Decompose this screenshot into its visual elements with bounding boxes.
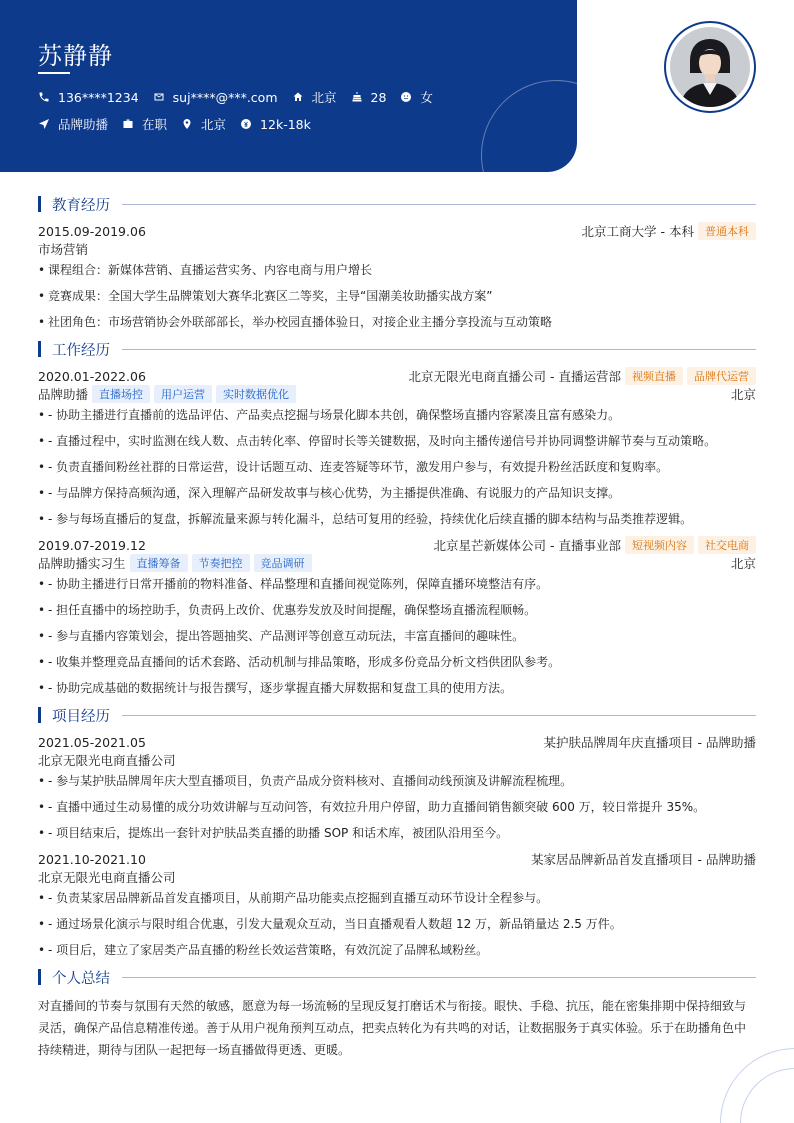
- sub-row-left: [38, 554, 312, 572]
- phone-item: [38, 90, 139, 105]
- project-entry: [38, 850, 756, 959]
- project-name: 某护肤品牌周年庆直播项目 - 品牌助播: [543, 735, 756, 750]
- section-title-text: 项目经历: [52, 708, 110, 725]
- email-icon: [153, 91, 165, 103]
- education-tag: 普通本科: [698, 222, 756, 240]
- section-divider: [122, 204, 756, 205]
- list-item: • - 负责某家居品牌新品首发直播项目，从前期产品功能卖点挖掘到直播互动环节设计全程参与。: [38, 889, 756, 907]
- work-tag: 短视频内容: [625, 536, 694, 554]
- list-item: • 社团角色：市场营销协会外联部部长，举办校园直播体验日，对接企业主播分享投流与互动策略: [38, 313, 756, 331]
- salary-text: 12k-18k: [260, 116, 311, 132]
- entry-head: [38, 536, 756, 554]
- email-text: suj****@***.com: [172, 89, 278, 105]
- section-title-project: [38, 705, 756, 725]
- work-entry: [38, 367, 756, 528]
- project-company: 北京无限光电商直播公司: [38, 753, 176, 768]
- salary-item: [240, 117, 311, 132]
- project-name: 某家居品牌新品首发直播项目 - 品牌助播: [531, 852, 756, 867]
- list-item: • - 负责直播间粉丝社群的日常运营，设计话题互动、连麦答疑等环节，激发用户参与，有效提升粉丝活跃度和复购率。: [38, 458, 756, 476]
- entry-head-right: [409, 367, 756, 385]
- sub-row: [38, 751, 756, 769]
- skill-tag: 竞品调研: [254, 554, 312, 572]
- home-icon: [292, 91, 304, 103]
- briefcase-icon: [122, 118, 134, 130]
- work-title: 品牌助播: [38, 387, 89, 402]
- work-title: 品牌助播实习生: [38, 556, 126, 571]
- list-item: • - 协助完成基础的数据统计与报告撰写，逐步掌握直播大屏数据和复盘工具的使用方法。: [38, 679, 756, 697]
- gender-item: [400, 88, 433, 106]
- entry-head-right: [582, 222, 756, 240]
- education-bullets: [38, 261, 756, 331]
- section-bar: [38, 707, 41, 723]
- section-divider: [122, 349, 756, 350]
- summary-line: 对直播间的节奏与氛围有天然的敏感，愿意为每一场流畅的呈现反复打磨话术与衔接。眼快、手稳、抗压，能在密集排期中保持细致与: [38, 999, 747, 1013]
- target-city-text: 北京: [201, 117, 227, 132]
- section-title-work: [38, 339, 756, 359]
- status-item: [122, 115, 167, 133]
- section-title-summary: [38, 967, 756, 987]
- work-company: 北京无限光电商直播公司 - 直播运营部: [408, 369, 621, 384]
- skill-tag: 用户运营: [154, 385, 212, 403]
- gender-text: 女: [420, 90, 433, 105]
- section-bar: [38, 341, 41, 357]
- avatar-photo: [670, 27, 750, 107]
- list-item: • - 担任直播中的场控助手，负责码上改价、优惠券发放及时间提醒，确保整场直播流程顺畅。: [38, 601, 756, 619]
- name-underline: [38, 72, 70, 74]
- send-icon: [38, 118, 50, 130]
- location-icon: [181, 118, 193, 130]
- avatar: [664, 21, 756, 113]
- hometown-item: [292, 88, 337, 106]
- skill-tag: 直播筹备: [130, 554, 188, 572]
- work-city: 北京: [730, 387, 756, 402]
- sub-row: [38, 868, 756, 886]
- skill-tag: 直播场控: [92, 385, 150, 403]
- section-bar: [38, 196, 41, 212]
- list-item: • - 与品牌方保持高频沟通，深入理解产品研发故事与核心优势，为主播提供准确、有说服力的产品知识支撑。: [38, 484, 756, 502]
- gender-icon: [400, 91, 412, 103]
- list-item: • - 直播中通过生动易懂的成分功效讲解与互动问答，有效拉升用户停留，助力直播间销售额突破 600 万，较日常提升 35%。: [38, 798, 756, 816]
- project-period: 2021.05-2021.05: [38, 734, 146, 750]
- education-school: 北京工商大学 - 本科: [581, 224, 694, 239]
- age-item: [351, 90, 387, 105]
- sub-row-left: [38, 385, 296, 403]
- personal-summary: [38, 995, 756, 1061]
- work-company: 北京星芒新媒体公司 - 直播事业部: [433, 538, 621, 553]
- section-divider: [122, 715, 756, 716]
- status-text: 在职: [142, 117, 168, 132]
- entry-head: [38, 733, 756, 751]
- list-item: • - 直播过程中，实时监测在线人数、点击转化率、停留时长等关键数据，及时向主播传递信号并协同调整讲解节奏与互动策略。: [38, 432, 756, 450]
- target-city-item: [181, 115, 226, 133]
- entry-head: [38, 367, 756, 385]
- resume-content: [38, 194, 756, 1061]
- section-title-text: 教育经历: [52, 197, 110, 214]
- email-item: [153, 90, 278, 105]
- work-period: 2020.01-2022.06: [38, 368, 146, 384]
- work-tag: 社交电商: [698, 536, 756, 554]
- hometown-text: 北京: [311, 90, 337, 105]
- phone-text: 136****1234: [58, 89, 139, 105]
- section-title-text: 个人总结: [52, 970, 110, 987]
- list-item: • - 协助主播进行直播前的选品评估、产品卖点挖掘与场景化脚本共创，确保整场直播内容紧凑且富有感染力。: [38, 406, 756, 424]
- header-banner: [0, 0, 577, 172]
- work-period: 2019.07-2019.12: [38, 537, 146, 553]
- entry-head: [38, 222, 756, 240]
- project-company: 北京无限光电商直播公司: [38, 870, 176, 885]
- list-item: • - 参与某护肤品牌周年庆大型直播项目，负责产品成分资料核对、直播间动线预演及讲解流程梳理。: [38, 772, 756, 790]
- skill-tag: 实时数据优化: [216, 385, 296, 403]
- work-bullets: [38, 406, 756, 528]
- section-title-education: [38, 194, 756, 214]
- contact-row: [38, 88, 447, 106]
- education-entry: [38, 222, 756, 331]
- list-item: • - 参与直播内容策划会，提出答题抽奖、产品测评等创意互动玩法，丰富直播间的趣味性。: [38, 627, 756, 645]
- list-item: • - 收集并整理竞品直播间的话术套路、活动机制与排品策略，形成多份竞品分析文档供团队参考。: [38, 653, 756, 671]
- entry-head-right: [434, 536, 756, 554]
- skill-tag: 节奏把控: [192, 554, 250, 572]
- candidate-name: 苏静静: [38, 42, 113, 70]
- work-entry: [38, 536, 756, 697]
- work-tag: 视频直播: [625, 367, 683, 385]
- work-bullets: [38, 575, 756, 697]
- list-item: • - 参与每场直播后的复盘，拆解流量来源与转化漏斗，总结可复用的经验，持续优化后续直播的脚本结构与品类推荐逻辑。: [38, 510, 756, 528]
- list-item: • - 协助主播进行日常开播前的物料准备、样品整理和直播间视觉陈列，保障直播环境整洁有序。: [38, 575, 756, 593]
- cake-icon: [351, 91, 363, 103]
- project-bullets: [38, 889, 756, 959]
- section-divider: [122, 977, 756, 978]
- education-major: 市场营销: [38, 242, 89, 257]
- work-tag: 品牌代运营: [687, 367, 756, 385]
- summary-line: 灵活，确保产品信息精准传递。善于从用户视角预判互动点，把卖点转化为有共鸣的对话，让数据服务于真实体验。乐于在助播角色中: [38, 1021, 747, 1035]
- list-item: • - 通过场景化演示与限时组合优惠，引发大量观众互动，当日直播观看人数超 12 万，新品销量达 2.5 万件。: [38, 915, 756, 933]
- section-title-text: 工作经历: [52, 342, 110, 359]
- phone-icon: [38, 91, 50, 103]
- sub-row: [38, 240, 756, 258]
- entry-head: [38, 850, 756, 868]
- header-decorative-circle: [481, 80, 577, 172]
- target-job-text: 品牌助播: [58, 117, 109, 132]
- list-item: • 课程组合：新媒体营销、直播运营实务、内容电商与用户增长: [38, 261, 756, 279]
- summary-line: 持续精进，期待与团队一起把每一场直播做得更透、更暖。: [38, 1043, 351, 1057]
- job-intention-row: [38, 115, 325, 133]
- project-entry: [38, 733, 756, 842]
- section-bar: [38, 969, 41, 985]
- list-item: • - 项目结束后，提炼出一套针对护肤品类直播的助播 SOP 和话术库，被团队沿用至今。: [38, 824, 756, 842]
- age-text: 28: [370, 89, 387, 105]
- work-city: 北京: [730, 556, 756, 571]
- project-bullets: [38, 772, 756, 842]
- education-period: 2015.09-2019.06: [38, 223, 146, 239]
- project-period: 2021.10-2021.10: [38, 851, 146, 867]
- list-item: • - 项目后，建立了家居类产品直播的粉丝长效运营策略，有效沉淀了品牌私域粉丝。: [38, 941, 756, 959]
- sub-row: [38, 385, 756, 403]
- list-item: • 竞赛成果：全国大学生品牌策划大赛华北赛区二等奖，主导“国潮美妆助播实战方案”: [38, 287, 756, 305]
- target-job-item: [38, 115, 108, 133]
- sub-row: [38, 554, 756, 572]
- money-icon: [240, 118, 252, 130]
